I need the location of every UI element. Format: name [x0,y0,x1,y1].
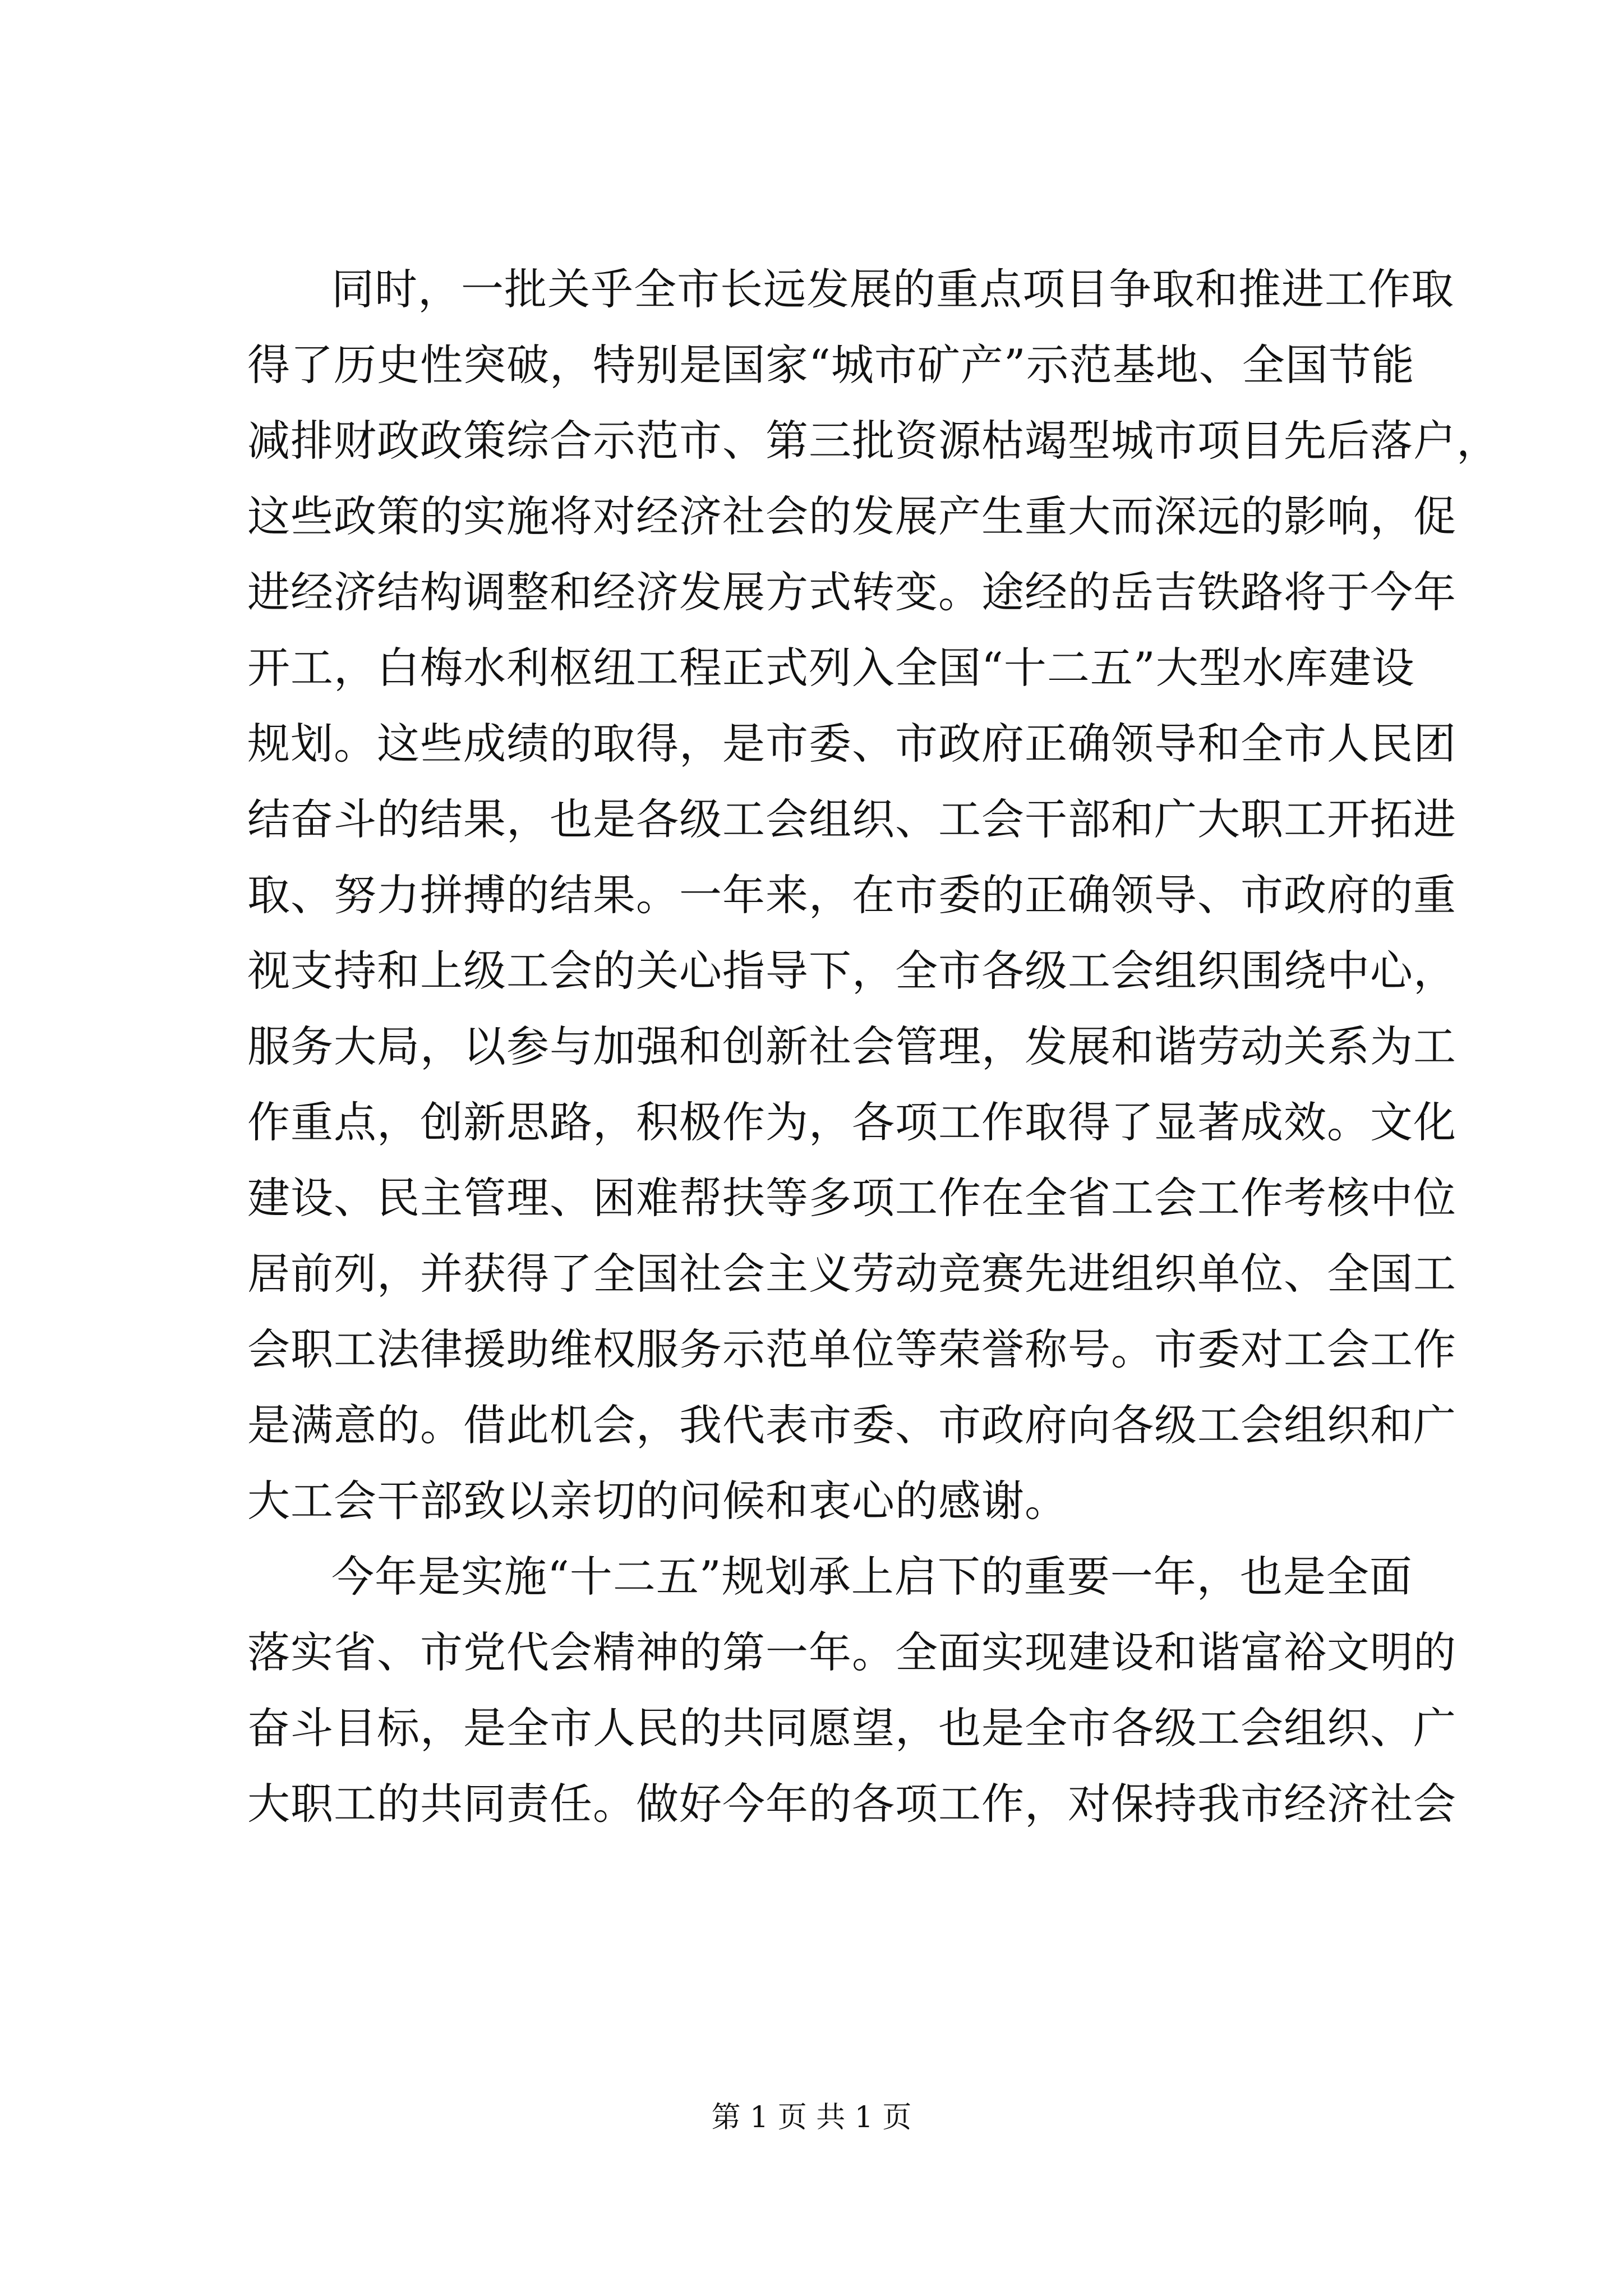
text-line: 得了历史性突破，特别是国家“城市矿产”示范基地、全国节能 [247,340,1415,390]
text-line: 居前列，并获得了全国社会主义劳动竞赛先进组织单位、全国工 [247,1249,1456,1299]
text-line: 开工，白梅水利枢纽工程正式列入全国“十二五”大型水库建设 [247,643,1415,693]
document-body [247,251,1500,1842]
text-line: 是满意的。借此机会，我代表市委、市政府向各级工会组织和广 [247,1400,1456,1450]
paragraph-1 [247,251,1500,1539]
text-line: 减排财政政策综合示范市、第三批资源枯竭型城市项目先后落户， [247,416,1500,466]
text-line: 服务大局，以参与加强和创新社会管理，发展和谐劳动关系为工 [247,1022,1456,1071]
text-line: 落实省、市党代会精神的第一年。全面实现建设和谐富裕文明的 [247,1627,1456,1677]
text-line: 会职工法律援助维权服务示范单位等荣誉称号。市委对工会工作 [247,1324,1456,1374]
text-line: 作重点，创新思路，积极作为，各项工作取得了显著成效。文化 [247,1097,1456,1147]
paragraph-2 [247,1539,1456,1842]
text-line: 同时，一批关乎全市长远发展的重点项目争取和推进工作取 [331,264,1454,314]
page-footer: 第 1 页 共 1 页 [711,2101,912,2134]
text-line: 大工会干部致以亲切的问候和衷心的感谢。 [247,1476,1068,1526]
text-line: 结奋斗的结果，也是各级工会组织、工会干部和广大职工开拓进 [247,794,1456,844]
text-line: 建设、民主管理、困难帮扶等多项工作在全省工会工作考核中位 [247,1173,1456,1223]
text-line: 这些政策的实施将对经济社会的发展产生重大而深远的影响，促 [247,491,1456,541]
text-line: 大职工的共同责任。做好今年的各项工作，对保持我市经济社会 [247,1779,1456,1829]
text-line: 规划。这些成绩的取得，是市委、市政府正确领导和全市人民团 [247,719,1456,769]
text-line: 取、努力拼搏的结果。一年来，在市委的正确领导、市政府的重 [247,870,1456,920]
text-line: 视支持和上级工会的关心指导下，全市各级工会组织围绕中心， [247,946,1456,996]
text-line: 今年是实施“十二五”规划承上启下的重要一年，也是全面 [331,1552,1413,1602]
text-line: 奋斗目标，是全市人民的共同愿望，也是全市各级工会组织、广 [247,1703,1456,1753]
text-line: 进经济结构调整和经济发展方式转变。途经的岳吉铁路将于今年 [247,567,1456,617]
